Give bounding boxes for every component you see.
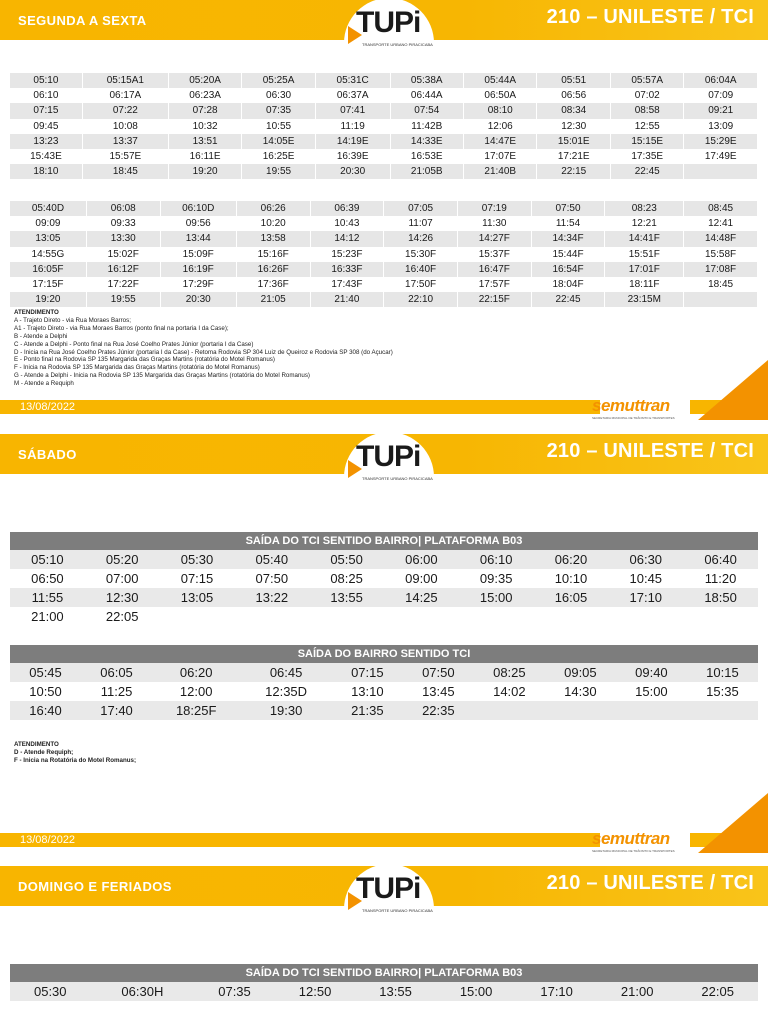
table-header-cell: SAÍDA DO TCI SENTIDO BAIRRO| PLATAFORMA B03 bbox=[10, 56, 758, 73]
time-cell: 13:22 bbox=[234, 588, 309, 607]
route-title: 210 – UNILESTE / TCI bbox=[546, 872, 754, 894]
route-title: 210 – UNILESTE / TCI bbox=[546, 6, 754, 28]
time-cell: 06:40 bbox=[683, 550, 758, 569]
time-cell: 19:20 bbox=[168, 164, 241, 179]
time-cell: 16:53E bbox=[390, 149, 463, 164]
day-title: SEGUNDA A SEXTA bbox=[18, 13, 147, 28]
note-line: A - Trajeto Direto - via Rua Moraes Barros; bbox=[14, 316, 131, 324]
route-title: 210 – UNILESTE / TCI bbox=[546, 440, 754, 462]
time-cell: 12:41 bbox=[684, 216, 758, 231]
note-line: E - Ponto final na Rodovia SP 135 Margarida das Graças Martins (rotatória do Motel Romanus) bbox=[14, 356, 275, 364]
notes-title: ATENDIMENTO bbox=[14, 309, 59, 316]
time-cell: 10:55 bbox=[242, 119, 315, 134]
weekday-banner bbox=[0, 0, 768, 47]
time-cell: 06:20 bbox=[534, 550, 609, 569]
time-cell: 06:37A bbox=[315, 88, 390, 103]
time-cell: 06:00 bbox=[384, 550, 459, 569]
time-cell: 11:20 bbox=[704, 571, 737, 586]
time-cell: 19:30 bbox=[240, 701, 331, 720]
time-cell: 16:12F bbox=[86, 262, 160, 277]
footer-bar bbox=[0, 833, 600, 847]
time-cell: 08:10 bbox=[464, 103, 537, 118]
time-cell bbox=[683, 607, 758, 626]
time-cell: 13:45 bbox=[422, 684, 455, 699]
table-row bbox=[10, 262, 758, 277]
time-cell: 06:50 bbox=[31, 571, 64, 586]
time-cell: 12:21 bbox=[605, 216, 684, 231]
table-row bbox=[10, 88, 758, 103]
table-row bbox=[10, 119, 758, 134]
time-cell: 06:30 bbox=[608, 550, 683, 569]
time-cell: 17:57F bbox=[457, 277, 531, 292]
time-cell: 06:45 bbox=[240, 663, 331, 682]
time-cell: 17:35E bbox=[610, 149, 683, 164]
time-cell: 09:33 bbox=[86, 216, 160, 231]
time-cell: 18:50 bbox=[683, 588, 758, 607]
sunday-banner bbox=[0, 866, 768, 913]
time-cell: 18:11F bbox=[605, 277, 684, 292]
table-header-cell: SAÍDA DO TCI SENTIDO BAIRRO| PLATAFORMA B03 bbox=[10, 964, 758, 982]
time-cell: 18:25F bbox=[152, 701, 240, 720]
time-cell: 06:20 bbox=[152, 663, 240, 682]
note-line: A1 - Trajeto Direto - via Rua Moraes Barros (ponto final na portaria I da Case); bbox=[14, 324, 229, 332]
time-cell: 07:00 bbox=[105, 571, 139, 586]
time-cell: 05:25A bbox=[242, 73, 315, 88]
time-cell: 09:56 bbox=[160, 216, 236, 231]
notes-title: ATENDIMENTO bbox=[14, 741, 59, 748]
table-header-cell: SAÍDA DO TCI SENTIDO BAIRRO| PLATAFORMA B03 bbox=[10, 532, 758, 550]
out-header-row bbox=[10, 56, 758, 73]
time-cell bbox=[687, 701, 758, 720]
time-cell: 16:25E bbox=[242, 149, 315, 164]
time-cell: 07:41 bbox=[315, 103, 390, 118]
table-row bbox=[10, 292, 758, 307]
note-line: M - Atende a Requiph bbox=[14, 380, 74, 388]
table-row bbox=[10, 164, 758, 179]
time-cell: 16:40F bbox=[384, 262, 458, 277]
time-cell bbox=[534, 607, 609, 626]
time-cell: 14:41F bbox=[605, 231, 684, 246]
footer-bar bbox=[0, 400, 600, 414]
time-cell: 22:05 bbox=[105, 609, 139, 624]
time-cell: 23:15M bbox=[605, 292, 684, 307]
time-cell: 10:50 bbox=[29, 684, 62, 699]
time-cell: 07:15 bbox=[332, 663, 403, 682]
time-cell bbox=[234, 607, 309, 626]
time-cell: 14:12 bbox=[310, 231, 384, 246]
time-cell: 12:30 bbox=[85, 588, 160, 607]
time-cell: 16:40 bbox=[10, 701, 81, 720]
table-header-cell: SAÍDA DO BAIRRO SENTIDO TCI bbox=[10, 184, 758, 201]
time-cell bbox=[384, 607, 459, 626]
time-cell: 10:32 bbox=[168, 119, 241, 134]
time-cell: 07:35 bbox=[242, 103, 315, 118]
time-cell bbox=[608, 607, 683, 626]
note-line: G - Atende a Delphi - Inicia na Rodovia SP 135 Margarida das Graças Martins (rotatória do Motel Romanus) bbox=[14, 372, 310, 380]
time-cell: 14:19E bbox=[315, 134, 390, 149]
time-cell: 18:45 bbox=[684, 277, 758, 292]
table-row bbox=[10, 134, 758, 149]
time-cell: 07:50 bbox=[255, 571, 289, 586]
time-cell: 16:54F bbox=[531, 262, 605, 277]
table-row bbox=[10, 607, 758, 626]
table-row bbox=[10, 663, 758, 682]
time-cell: 06:26 bbox=[236, 201, 310, 216]
time-cell: 17:01F bbox=[605, 262, 684, 277]
time-cell: 05:20A bbox=[168, 73, 241, 88]
time-cell: 07:02 bbox=[610, 88, 683, 103]
time-cell: 15:16F bbox=[236, 247, 310, 262]
time-cell: 13:05 bbox=[160, 588, 235, 607]
time-cell: 16:47F bbox=[457, 262, 531, 277]
time-cell: 16:33F bbox=[310, 262, 384, 277]
time-cell: 15:35 bbox=[706, 684, 739, 699]
saturday-in-table bbox=[10, 645, 758, 720]
time-cell: 22:15 bbox=[537, 164, 610, 179]
time-cell: 13:55 bbox=[355, 982, 436, 1001]
time-cell: 06:56 bbox=[537, 88, 610, 103]
time-cell: 13:30 bbox=[86, 231, 160, 246]
time-cell: 07:22 bbox=[82, 103, 168, 118]
time-cell: 13:37 bbox=[82, 134, 168, 149]
time-cell: 15:37F bbox=[457, 247, 531, 262]
note-line: F - Inicia na Rodovia SP 135 Margarida das Graças Martins (rotatória do Motel Romanus) bbox=[14, 364, 260, 372]
table-row bbox=[10, 216, 758, 231]
time-cell: 16:05 bbox=[534, 588, 609, 607]
logo-text: TUPi bbox=[356, 440, 421, 473]
time-cell: 15:09F bbox=[160, 247, 236, 262]
time-cell: 11:54 bbox=[531, 216, 605, 231]
time-cell: 15:44F bbox=[531, 247, 605, 262]
time-cell: 22:05 bbox=[677, 982, 758, 1001]
time-cell: 05:50 bbox=[309, 550, 384, 569]
time-cell: 05:45 bbox=[10, 663, 81, 682]
time-cell: 06:50A bbox=[464, 88, 537, 103]
time-cell: 07:54 bbox=[390, 103, 463, 118]
corner-triangle bbox=[698, 360, 768, 420]
time-cell: 22:15F bbox=[457, 292, 531, 307]
time-cell: 12:50 bbox=[275, 982, 356, 1001]
time-cell: 10:43 bbox=[310, 216, 384, 231]
time-cell: 13:09 bbox=[684, 119, 758, 134]
time-cell: 17:10 bbox=[608, 588, 683, 607]
sunday-out-table bbox=[10, 964, 758, 1001]
time-cell: 17:08F bbox=[684, 262, 758, 277]
time-cell: 19:55 bbox=[86, 292, 160, 307]
time-cell: 06:44A bbox=[390, 88, 463, 103]
time-cell: 14:55G bbox=[10, 247, 86, 262]
table-row bbox=[10, 569, 758, 588]
semuttran-logo bbox=[592, 829, 675, 853]
time-cell: 13:55 bbox=[309, 588, 384, 607]
out-header-row bbox=[10, 964, 758, 982]
time-cell: 13:51 bbox=[168, 134, 241, 149]
note-line: B - Atende a Delphi bbox=[14, 332, 68, 340]
time-cell: 07:35 bbox=[194, 982, 275, 1001]
time-cell: 14:33E bbox=[390, 134, 463, 149]
time-cell: 17:40 bbox=[81, 701, 152, 720]
time-cell: 11:07 bbox=[384, 216, 458, 231]
note-line: F - Inicia na Rotatória do Motel Romanus; bbox=[14, 756, 137, 764]
table-row bbox=[10, 231, 758, 246]
time-cell: 05:30 bbox=[10, 982, 91, 1001]
time-cell: 15:51F bbox=[605, 247, 684, 262]
time-cell: 07:50 bbox=[531, 201, 605, 216]
time-cell: 09:05 bbox=[545, 663, 616, 682]
time-cell: 22:45 bbox=[610, 164, 683, 179]
time-cell bbox=[684, 292, 758, 307]
time-cell: 15:23F bbox=[310, 247, 384, 262]
weekday-notes bbox=[14, 309, 393, 388]
time-cell: 12:55 bbox=[610, 119, 683, 134]
semuttran-name: semuttran bbox=[592, 829, 670, 848]
table-row bbox=[10, 201, 758, 216]
time-cell: 17:29F bbox=[160, 277, 236, 292]
time-cell: 08:23 bbox=[605, 201, 684, 216]
time-cell: 14:34F bbox=[531, 231, 605, 246]
time-cell: 15:30F bbox=[384, 247, 458, 262]
corner-triangle bbox=[698, 793, 768, 853]
time-cell: 09:35 bbox=[479, 571, 513, 586]
time-cell: 06:10 bbox=[459, 550, 534, 569]
day-title: DOMINGO E FERIADOS bbox=[18, 879, 172, 894]
time-cell: 09:45 bbox=[10, 119, 82, 134]
time-cell: 18:10 bbox=[10, 164, 82, 179]
time-cell: 06:39 bbox=[310, 201, 384, 216]
table-row bbox=[10, 682, 758, 701]
weekday-in-table bbox=[10, 184, 758, 307]
in-header-row bbox=[10, 645, 758, 663]
time-cell bbox=[459, 607, 534, 626]
time-cell: 08:45 bbox=[684, 201, 758, 216]
time-cell: 06:23A bbox=[168, 88, 241, 103]
time-cell: 05:38A bbox=[390, 73, 463, 88]
note-line: C - Atende a Delphi - Ponto final na Rua José Coelho Prates Júnior (portaria I da Case) bbox=[14, 340, 254, 348]
time-cell: 08:34 bbox=[537, 103, 610, 118]
time-cell: 21:40 bbox=[310, 292, 384, 307]
time-cell: 17:22F bbox=[86, 277, 160, 292]
time-cell: 11:30 bbox=[457, 216, 531, 231]
time-cell: 21:40B bbox=[464, 164, 537, 179]
time-cell bbox=[684, 164, 758, 179]
time-cell: 14:26 bbox=[384, 231, 458, 246]
day-title: SÁBADO bbox=[18, 447, 77, 462]
semuttran-sub: SECRETARIA MUNICIPAL DE TRÂNSITO E TRANSPORTES bbox=[592, 849, 675, 853]
time-cell: 17:50F bbox=[384, 277, 458, 292]
time-cell: 05:15A1 bbox=[82, 73, 168, 88]
time-cell: 17:21E bbox=[537, 149, 610, 164]
time-cell: 17:36F bbox=[236, 277, 310, 292]
time-cell: 21:05B bbox=[390, 164, 463, 179]
time-cell: 18:04F bbox=[531, 277, 605, 292]
out-header-row bbox=[10, 532, 758, 550]
time-cell: 15:43E bbox=[10, 149, 82, 164]
time-cell: 17:43F bbox=[310, 277, 384, 292]
time-cell: 09:00 bbox=[405, 571, 438, 586]
time-cell: 14:48F bbox=[684, 231, 758, 246]
time-cell: 10:15 bbox=[687, 663, 758, 682]
time-cell: 19:20 bbox=[10, 292, 86, 307]
logo-text: TUPi bbox=[356, 6, 421, 39]
table-row bbox=[10, 277, 758, 292]
time-cell: 13:10 bbox=[351, 684, 384, 699]
time-cell: 20:30 bbox=[160, 292, 236, 307]
weekday-out-table bbox=[10, 56, 758, 179]
time-cell: 21:00 bbox=[31, 609, 64, 624]
time-cell: 05:30 bbox=[160, 550, 235, 569]
time-cell: 14:47E bbox=[464, 134, 537, 149]
time-cell: 06:17A bbox=[82, 88, 168, 103]
time-cell: 06:05 bbox=[81, 663, 152, 682]
time-cell: 11:25 bbox=[100, 684, 133, 699]
time-cell: 22:35 bbox=[403, 701, 474, 720]
logo-sub: TRANSPORTE URBANO PIRACICABA bbox=[362, 476, 433, 481]
time-cell: 09:21 bbox=[684, 103, 758, 118]
time-cell: 17:49E bbox=[684, 149, 758, 164]
time-cell: 05:31C bbox=[315, 73, 390, 88]
time-cell: 15:15E bbox=[610, 134, 683, 149]
footer-date: 13/08/2022 bbox=[20, 401, 76, 413]
time-cell: 14:02 bbox=[493, 684, 526, 699]
time-cell: 06:04A bbox=[684, 73, 758, 88]
time-cell: 19:55 bbox=[242, 164, 315, 179]
time-cell: 17:07E bbox=[464, 149, 537, 164]
time-cell bbox=[160, 607, 235, 626]
time-cell: 05:51 bbox=[537, 73, 610, 88]
semuttran-name: semuttran bbox=[592, 396, 670, 415]
time-cell: 16:19F bbox=[160, 262, 236, 277]
logo-sub: TRANSPORTE URBANO PIRACICABA bbox=[362, 42, 433, 47]
logo-sub: TRANSPORTE URBANO PIRACICABA bbox=[362, 908, 433, 913]
in-header-row bbox=[10, 184, 758, 201]
time-cell: 08:25 bbox=[474, 663, 545, 682]
time-cell: 21:05 bbox=[236, 292, 310, 307]
time-cell: 14:30 bbox=[564, 684, 597, 699]
time-cell: 21:00 bbox=[597, 982, 678, 1001]
time-cell: 13:44 bbox=[160, 231, 236, 246]
time-cell: 21:35 bbox=[332, 701, 403, 720]
time-cell bbox=[309, 607, 384, 626]
time-cell: 07:09 bbox=[684, 88, 758, 103]
time-cell: 15:00 bbox=[459, 588, 534, 607]
time-cell: 07:15 bbox=[180, 571, 214, 586]
time-cell: 16:05F bbox=[10, 262, 86, 277]
time-cell: 09:09 bbox=[10, 216, 86, 231]
time-cell: 05:10 bbox=[10, 73, 82, 88]
table-row bbox=[10, 247, 758, 262]
time-cell: 11:19 bbox=[315, 119, 390, 134]
time-cell: 10:45 bbox=[629, 571, 663, 586]
time-cell: 10:20 bbox=[236, 216, 310, 231]
time-cell: 15:02F bbox=[86, 247, 160, 262]
time-cell: 12:35D bbox=[265, 684, 308, 699]
time-cell: 05:40D bbox=[10, 201, 86, 216]
time-cell: 08:25 bbox=[330, 571, 363, 586]
semuttran-sub: SECRETARIA MUNICIPAL DE TRÂNSITO E TRANSPORTES bbox=[592, 416, 675, 420]
table-row bbox=[10, 103, 758, 118]
time-cell bbox=[474, 701, 545, 720]
time-cell: 16:11E bbox=[168, 149, 241, 164]
time-cell: 15:29E bbox=[684, 134, 758, 149]
time-cell: 05:40 bbox=[234, 550, 309, 569]
time-cell: 15:57E bbox=[82, 149, 168, 164]
time-cell: 20:30 bbox=[315, 164, 390, 179]
time-cell: 13:58 bbox=[236, 231, 310, 246]
table-row bbox=[10, 73, 758, 88]
time-cell: 05:57A bbox=[610, 73, 683, 88]
time-cell bbox=[545, 701, 616, 720]
table-row bbox=[10, 701, 758, 720]
time-cell: 15:01E bbox=[537, 134, 610, 149]
table-row bbox=[10, 550, 758, 569]
table-row bbox=[10, 588, 758, 607]
time-cell: 07:19 bbox=[457, 201, 531, 216]
table-row bbox=[10, 982, 758, 1001]
time-cell: 06:30H bbox=[91, 982, 195, 1001]
time-cell: 14:05E bbox=[242, 134, 315, 149]
time-cell: 22:45 bbox=[531, 292, 605, 307]
time-cell: 07:50 bbox=[403, 663, 474, 682]
footer-date: 13/08/2022 bbox=[20, 834, 76, 846]
time-cell: 06:30 bbox=[242, 88, 315, 103]
note-line: D - Atende Requiph; bbox=[14, 748, 74, 756]
time-cell: 10:10 bbox=[554, 571, 588, 586]
time-cell: 08:58 bbox=[610, 103, 683, 118]
time-cell: 15:00 bbox=[436, 982, 517, 1001]
time-cell: 16:26F bbox=[236, 262, 310, 277]
time-cell: 06:10D bbox=[160, 201, 236, 216]
time-cell: 06:08 bbox=[86, 201, 160, 216]
time-cell: 07:15 bbox=[10, 103, 82, 118]
note-line: D - Inicia na Rua José Coelho Prates Júnior (portaria I da Case) - Retoma Rodovia SP 304 Luiz de Queiroz e Rodovia SP 308 (do Açucar) bbox=[14, 348, 393, 356]
time-cell: 15:00 bbox=[635, 684, 668, 699]
time-cell: 07:05 bbox=[384, 201, 458, 216]
time-cell: 14:27F bbox=[457, 231, 531, 246]
time-cell: 10:08 bbox=[82, 119, 168, 134]
time-cell: 13:23 bbox=[10, 134, 82, 149]
time-cell: 07:28 bbox=[168, 103, 241, 118]
time-cell: 18:45 bbox=[82, 164, 168, 179]
time-cell: 13:05 bbox=[10, 231, 86, 246]
time-cell: 12:30 bbox=[537, 119, 610, 134]
saturday-notes bbox=[14, 741, 136, 765]
time-cell: 15:58F bbox=[684, 247, 758, 262]
time-cell: 16:39E bbox=[315, 149, 390, 164]
time-cell: 11:55 bbox=[10, 588, 85, 607]
time-cell bbox=[616, 701, 687, 720]
time-cell: 05:44A bbox=[464, 73, 537, 88]
time-cell: 17:15F bbox=[10, 277, 86, 292]
logo-text: TUPi bbox=[356, 872, 421, 905]
time-cell: 11:42B bbox=[390, 119, 463, 134]
time-cell: 17:10 bbox=[516, 982, 597, 1001]
time-cell: 05:10 bbox=[10, 550, 85, 569]
time-cell: 06:10 bbox=[10, 88, 82, 103]
time-cell: 22:10 bbox=[384, 292, 458, 307]
saturday-banner bbox=[0, 434, 768, 481]
table-row bbox=[10, 149, 758, 164]
time-cell: 14:25 bbox=[384, 588, 459, 607]
time-cell: 09:40 bbox=[616, 663, 687, 682]
time-cell: 12:06 bbox=[464, 119, 537, 134]
time-cell: 05:20 bbox=[85, 550, 160, 569]
semuttran-logo bbox=[592, 396, 675, 420]
table-header-cell: SAÍDA DO BAIRRO SENTIDO TCI bbox=[10, 645, 758, 663]
time-cell: 12:00 bbox=[179, 684, 213, 699]
saturday-out-table bbox=[10, 532, 758, 626]
